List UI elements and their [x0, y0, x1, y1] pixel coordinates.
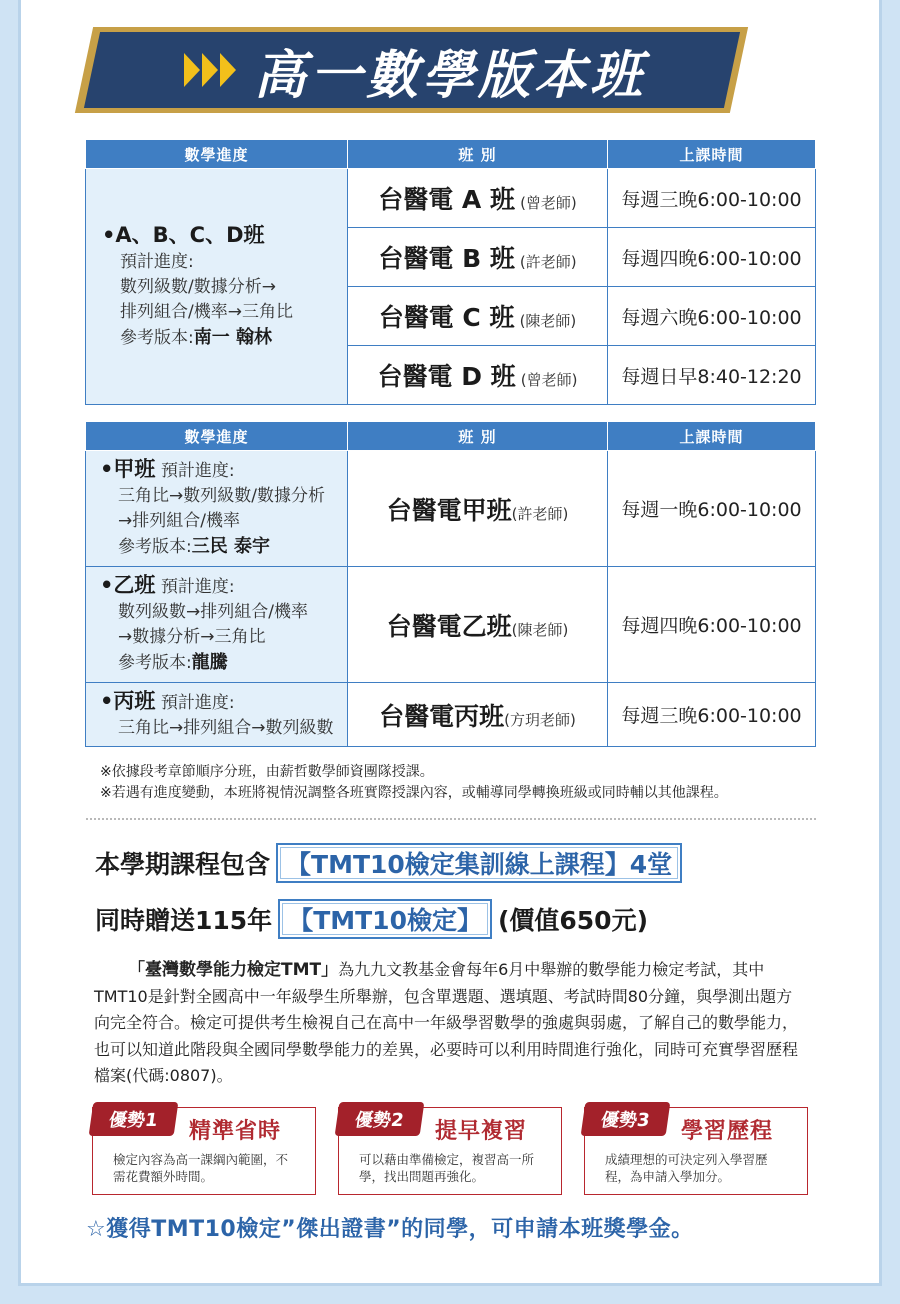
description-bold: 「臺灣數學能力檢定TMT」	[128, 960, 339, 980]
class-cell	[348, 451, 608, 567]
class-cell	[348, 228, 608, 287]
class-name: 台醫電丙班	[379, 701, 505, 731]
advantage-tag: 優勢1	[89, 1102, 179, 1136]
class-name: 台醫電 D 班	[377, 362, 516, 391]
promo-line-2	[95, 898, 648, 940]
progress-heading	[100, 457, 235, 481]
plan-line: 數列級數/數據分析→	[120, 276, 276, 297]
header-time: 上課時間	[608, 140, 816, 169]
class-teacher: (許老師)	[519, 253, 577, 271]
advantage-title: 精準省時	[189, 1119, 282, 1144]
progress-cell	[86, 451, 348, 567]
progress-heading	[100, 573, 235, 597]
time-cell: 每週六晚6:00-10:00	[608, 287, 816, 346]
plan-label: 預計進度:	[160, 692, 235, 713]
ref-books: 龍騰	[191, 652, 228, 673]
scholarship-note: ☆獲得TMT10檢定”傑出證書”的同學，可申請本班獎學金。	[86, 1217, 694, 1242]
banner	[110, 32, 720, 108]
time-cell: 每週一晚6:00-10:00	[608, 451, 816, 567]
advantage-tag: 優勢2	[335, 1102, 425, 1136]
ref-label: 參考版本:	[118, 653, 192, 673]
class-cell	[348, 683, 608, 747]
class-name: 台醫電 C 班	[378, 303, 515, 332]
class-teacher: (曾老師)	[520, 194, 577, 212]
class-teacher: (陳老師)	[519, 312, 577, 330]
reference-line	[100, 534, 347, 560]
progress-bullet: •乙班	[100, 573, 156, 597]
plan-line: →數據分析→三角比	[118, 627, 266, 647]
reference-line	[100, 650, 347, 676]
header-class: 班 別	[348, 140, 608, 169]
time-cell: 每週四晚6:00-10:00	[608, 567, 816, 683]
progress-bullet: •甲班	[100, 457, 156, 481]
class-teacher: (陳老師)	[511, 620, 569, 639]
plan-label: 預計進度:	[160, 577, 235, 597]
promo-prefix: 同時贈送115年	[95, 906, 273, 935]
header-progress: 數學進度	[86, 422, 348, 451]
promo-highlight: 【TMT10檢定】	[278, 899, 492, 939]
advantage-body: 檢定內容為高一課綱內範圍，不需花費額外時間。	[113, 1152, 289, 1184]
table-header-row	[86, 140, 816, 169]
time-cell: 每週三晚6:00-10:00	[608, 169, 816, 228]
class-cell	[348, 287, 608, 346]
schedule-table-2	[85, 421, 816, 747]
header-time: 上課時間	[608, 422, 816, 451]
class-cell	[348, 346, 608, 405]
plan-line: 三角比→排列組合→數列級數	[118, 717, 334, 738]
reference-line	[102, 325, 347, 351]
ref-label: 參考版本:	[118, 537, 192, 557]
plan-line: 數列級數→排列組合/機率	[118, 602, 308, 622]
class-name: 台醫電乙班	[386, 611, 512, 641]
ref-books: 南一 翰林	[193, 326, 273, 348]
promo-highlight: 【TMT10檢定集訓線上課程】4堂	[276, 843, 682, 883]
class-name: 台醫電甲班	[386, 495, 512, 525]
advantage-card	[92, 1107, 316, 1195]
promo-line-1	[95, 843, 688, 883]
ref-label: 參考版本:	[120, 327, 194, 348]
time-cell: 每週四晚6:00-10:00	[608, 228, 816, 287]
plan-label: 預計進度:	[120, 251, 194, 272]
header-progress: 數學進度	[86, 140, 348, 169]
progress-cell	[86, 169, 348, 405]
advantage-title: 提早複習	[435, 1119, 528, 1144]
progress-cell	[86, 683, 348, 747]
table-row	[86, 683, 816, 747]
note-line: ※依據段考章節順序分班，由薪哲數學師資團隊授課。	[100, 764, 434, 780]
table-row	[86, 451, 816, 567]
advantage-body: 可以藉由準備檢定，複習高一所學，找出問題再強化。	[359, 1152, 535, 1184]
class-name: 台醫電 B 班	[378, 244, 515, 273]
banner-title: 高一數學版本班	[253, 45, 646, 106]
table-row	[86, 169, 816, 228]
advantage-card	[584, 1107, 808, 1195]
progress-heading	[100, 688, 235, 713]
notes	[100, 762, 728, 804]
promo-suffix: (價值650元)	[497, 906, 649, 935]
progress-bullet: •A、B、C、D班	[102, 222, 265, 247]
class-teacher: (曾老師)	[520, 371, 578, 389]
class-cell	[348, 169, 608, 228]
progress-cell	[86, 567, 348, 683]
plan-line: 三角比→數列級數/數據分析	[118, 486, 325, 506]
advantage-card	[338, 1107, 562, 1195]
plan-line: 排列組合/機率→三角比	[120, 301, 293, 322]
header-class: 班 別	[348, 422, 608, 451]
dotted-divider	[86, 818, 816, 820]
table-row	[86, 567, 816, 683]
schedule-table-1	[85, 139, 816, 405]
class-teacher: (許老師)	[511, 504, 569, 523]
plan-line: →排列組合/機率	[118, 511, 240, 531]
tmt-description	[94, 957, 806, 1090]
note-line: ※若遇有進度變動，本班將視情況調整各班實際授課內容，或輔導同學轉換班級或同時輔以其他課程。	[100, 785, 728, 801]
ref-books: 三民 泰宇	[191, 536, 271, 557]
time-cell: 每週日早8:40-12:20	[608, 346, 816, 405]
triple-chevron-right-icon	[184, 53, 236, 87]
time-cell: 每週三晚6:00-10:00	[608, 683, 816, 747]
class-name: 台醫電 A 班	[378, 185, 515, 214]
description-text: 為九九文教基金會每年6月中舉辦的數學能力檢定考試，其中TMT10是針對全國高中一年級學生所舉辦，包含單選題、選填題、考試時間80分鐘，與學測出題方向完全符合。檢定可提供考生檢視自己在高中一年級學習數學的強處與弱處，了解自己的數學能力，也可以知道此階段與全國同學數學能力的差異，必要時可以利用時間進行強化，同時可充實學習歷程檔案(代碼:0807)。	[94, 960, 799, 1085]
table-header-row	[86, 422, 816, 451]
advantage-title: 學習歷程	[681, 1119, 774, 1144]
plan-label: 預計進度:	[160, 461, 235, 481]
advantage-tag: 優勢3	[581, 1102, 671, 1136]
progress-bullet: •丙班	[100, 688, 156, 713]
advantage-body: 成績理想的可決定列入學習歷程，為申請入學加分。	[605, 1152, 768, 1184]
class-teacher: (方玥老師)	[504, 710, 576, 729]
promo-prefix: 本學期課程包含	[95, 850, 271, 879]
class-cell	[348, 567, 608, 683]
